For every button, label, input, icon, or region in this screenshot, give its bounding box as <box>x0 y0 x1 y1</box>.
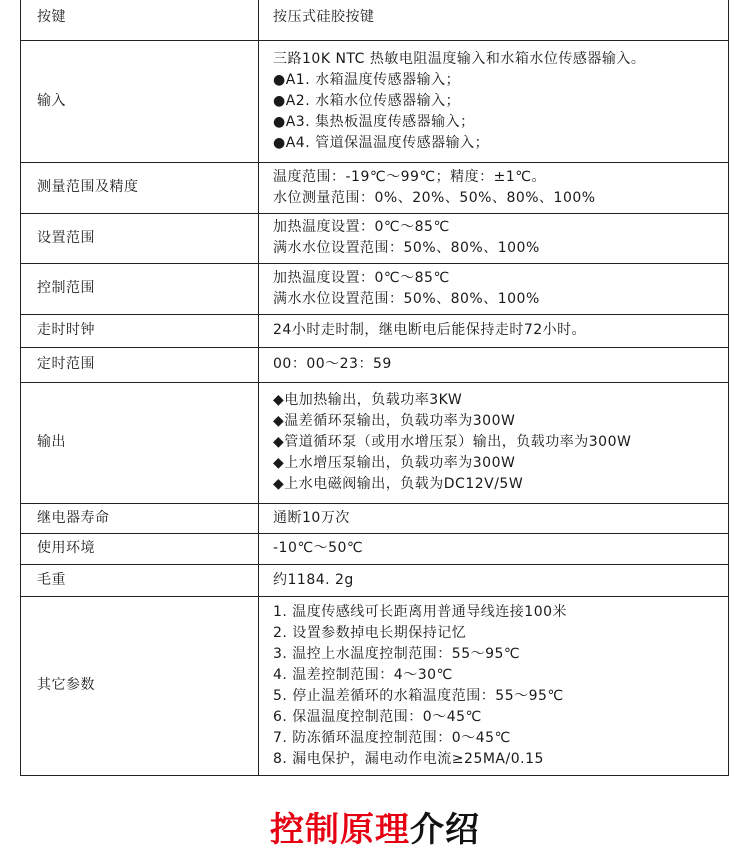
table-row <box>21 213 729 263</box>
value-line: 2. 设置参数掉电长期保持记忆 <box>273 624 467 641</box>
row-key: 测量范围及精度 <box>21 162 259 213</box>
table-row <box>21 596 729 775</box>
row-key: 使用环境 <box>21 533 259 564</box>
row-value <box>259 382 729 503</box>
spec-table <box>20 0 729 776</box>
value-line: 三路10K NTC 热敏电阻温度输入和水箱水位传感器输入。 <box>273 50 646 67</box>
row-value <box>259 564 729 596</box>
value-line: 24小时走时制，继电断电后能保持走时72小时。 <box>273 322 587 338</box>
value-line: ◆上水电磁阀输出，负载为DC12V/5W <box>273 476 524 492</box>
row-key: 设置范围 <box>21 213 259 263</box>
section-title-highlight: 控制原理 <box>270 810 410 850</box>
value-line: 6. 保温温度控制范围：0～45℃ <box>273 708 482 725</box>
table-row <box>21 564 729 596</box>
table-row <box>21 162 729 213</box>
value-line: 加热温度设置：0℃～85℃ <box>273 219 450 235</box>
row-value <box>259 0 729 40</box>
section-title <box>0 802 750 851</box>
value-line: 约1184. 2g <box>273 571 354 588</box>
row-key: 输入 <box>21 40 259 162</box>
value-line: ●A3. 集热板温度传感器输入； <box>273 113 475 130</box>
row-key: 定时范围 <box>21 347 259 382</box>
row-key: 继电器寿命 <box>21 503 259 533</box>
value-line: 满水水位设置范围：50%、80%、100% <box>273 290 540 307</box>
row-value <box>259 503 729 533</box>
table-row <box>21 533 729 564</box>
row-value <box>259 347 729 382</box>
value-line: 温度范围：-19℃～99℃；精度：±1℃。 <box>273 168 546 185</box>
section-title-rest: 介绍 <box>410 810 480 850</box>
value-line: ●A4. 管道保温温度传感器输入； <box>273 134 490 151</box>
table-row <box>21 263 729 314</box>
value-line: ◆电加热输出，负载功率3KW <box>273 392 463 408</box>
row-value <box>259 40 729 162</box>
value-line: ◆温差循环泵输出，负载功率为300W <box>273 413 516 429</box>
value-line: 5. 停止温差循环的水箱温度范围：55～95℃ <box>273 687 564 704</box>
row-key: 走时时钟 <box>21 314 259 347</box>
value-line: ●A2. 水箱水位传感器输入； <box>273 92 461 109</box>
value-line: ◆管道循环泵（或用水增压泵）输出，负载功率为300W <box>273 434 632 450</box>
row-key: 毛重 <box>21 564 259 596</box>
table-row <box>21 0 729 40</box>
value-line: 1. 温度传感线可长距离用普通导线连接100米 <box>273 603 568 620</box>
row-key: 按键 <box>21 0 259 40</box>
table-row <box>21 314 729 347</box>
row-value <box>259 213 729 263</box>
value-line: ●A1. 水箱温度传感器输入； <box>273 71 461 88</box>
row-value <box>259 263 729 314</box>
value-line: -10℃～50℃ <box>273 540 364 556</box>
value-line: 7. 防冻循环温度控制范围：0～45℃ <box>273 729 511 746</box>
row-value <box>259 533 729 564</box>
row-key: 其它参数 <box>21 596 259 775</box>
value-line: 8. 漏电保护，漏电动作电流≥25MA/0.15 <box>273 750 544 767</box>
value-line: 通断10万次 <box>273 509 350 526</box>
value-line: ◆上水增压泵输出，负载功率为300W <box>273 455 516 471</box>
row-value <box>259 162 729 213</box>
value-line: 4. 温差控制范围：4～30℃ <box>273 666 453 683</box>
table-row <box>21 382 729 503</box>
row-value <box>259 596 729 775</box>
value-line: 水位测量范围：0%、20%、50%、80%、100% <box>273 189 596 206</box>
value-line: 加热温度设置：0℃～85℃ <box>273 269 450 286</box>
row-key: 输出 <box>21 382 259 503</box>
value-line: 3. 温控上水温度控制范围：55～95℃ <box>273 645 521 662</box>
table-row <box>21 503 729 533</box>
table-row <box>21 40 729 162</box>
value-line: 满水水位设置范围：50%、80%、100% <box>273 240 540 256</box>
value-line: 按压式硅胶按键 <box>273 9 375 26</box>
row-value <box>259 314 729 347</box>
row-key: 控制范围 <box>21 263 259 314</box>
table-row <box>21 347 729 382</box>
value-line: 00：00～23：59 <box>273 356 392 372</box>
